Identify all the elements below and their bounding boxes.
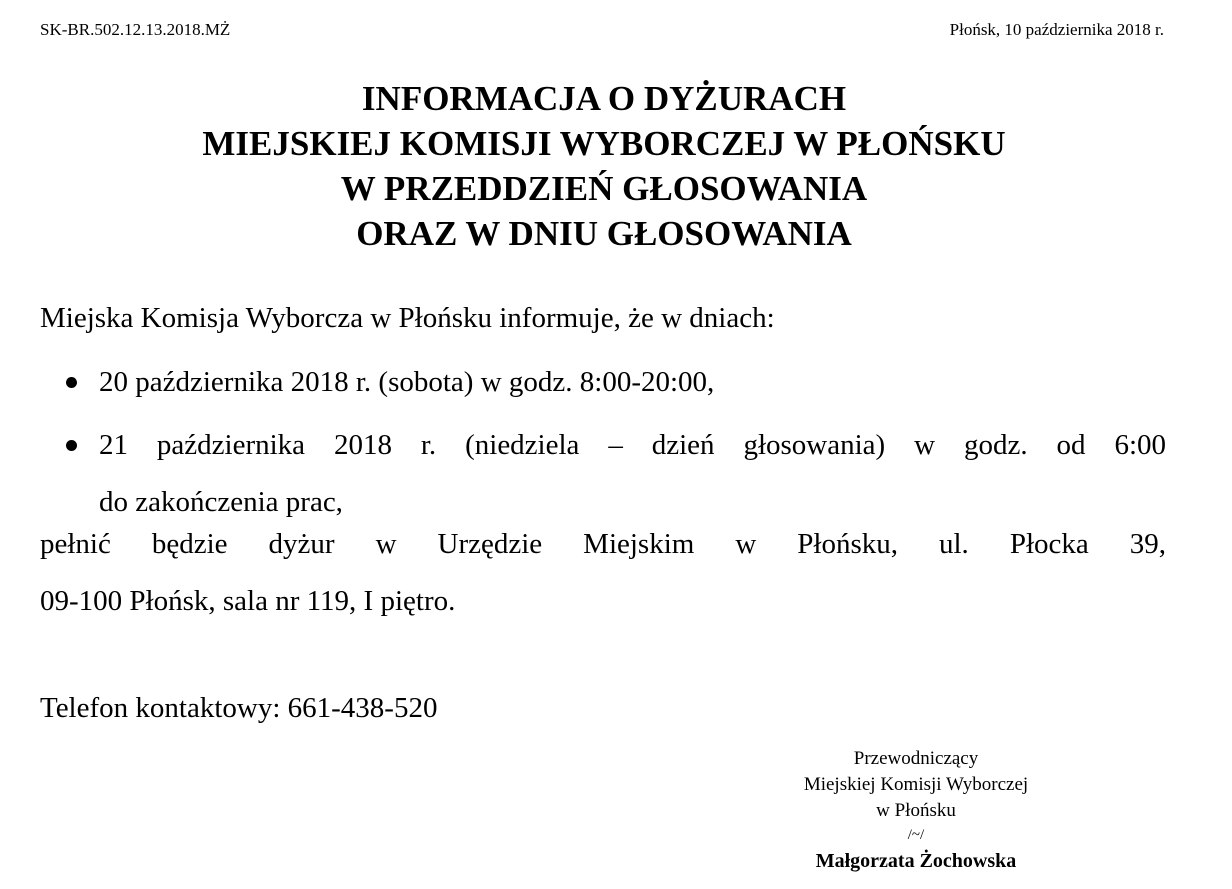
bullet-icon [66, 440, 77, 451]
intro-paragraph: Miejska Komisja Wyborcza w Płońsku informuje, że w dniach: [40, 302, 775, 334]
signature-role-line-2: Miejskiej Komisji Wyborczej [803, 774, 1029, 795]
signatory-name: Małgorzata Żochowska [815, 850, 1017, 872]
document-title [0, 76, 1208, 256]
list-item-text: 21 października 2018 r. (niedziela – dzień głosowania) w godz. od 6:00 [99, 429, 1166, 461]
title-line-2: MIEJSKIEJ KOMISJI WYBORCZEJ W PŁOŃSKU [202, 124, 1006, 163]
reference-number: SK-BR.502.12.13.2018.MŻ [40, 20, 231, 39]
signature-role-line-3: w Płońsku [876, 800, 956, 821]
signature-mark: /~/ [907, 827, 925, 843]
title-line-3: W PRZEDDZIEŃ GŁOSOWANIA [340, 169, 868, 208]
title-line-4: ORAZ W DNIU GŁOSOWANIA [356, 214, 852, 253]
list-item [40, 354, 1166, 411]
duty-dates-list [40, 354, 1166, 531]
list-item-text-continued: do zakończenia prac, [99, 486, 343, 518]
signature-role-line-1: Przewodniczący [853, 748, 979, 769]
list-item [40, 417, 1166, 531]
duty-location-paragraph [40, 516, 1166, 630]
duty-location-line-2: 09-100 Płońsk, sala nr 119, I piętro. [40, 585, 456, 617]
place-and-date: Płońsk, 10 października 2018 r. [949, 20, 1164, 39]
contact-phone: Telefon kontaktowy: 661-438-520 [40, 692, 438, 724]
list-item-text: 20 października 2018 r. (sobota) w godz. 8:00-20:00, [99, 366, 715, 398]
title-line-1: INFORMACJA O DYŻURACH [361, 79, 847, 118]
duty-location-line-1: pełnić będzie dyżur w Urzędzie Miejskim w Płońsku, ul. Płocka 39, [40, 528, 1166, 560]
signature-block [716, 746, 1116, 876]
bullet-icon [66, 377, 77, 388]
